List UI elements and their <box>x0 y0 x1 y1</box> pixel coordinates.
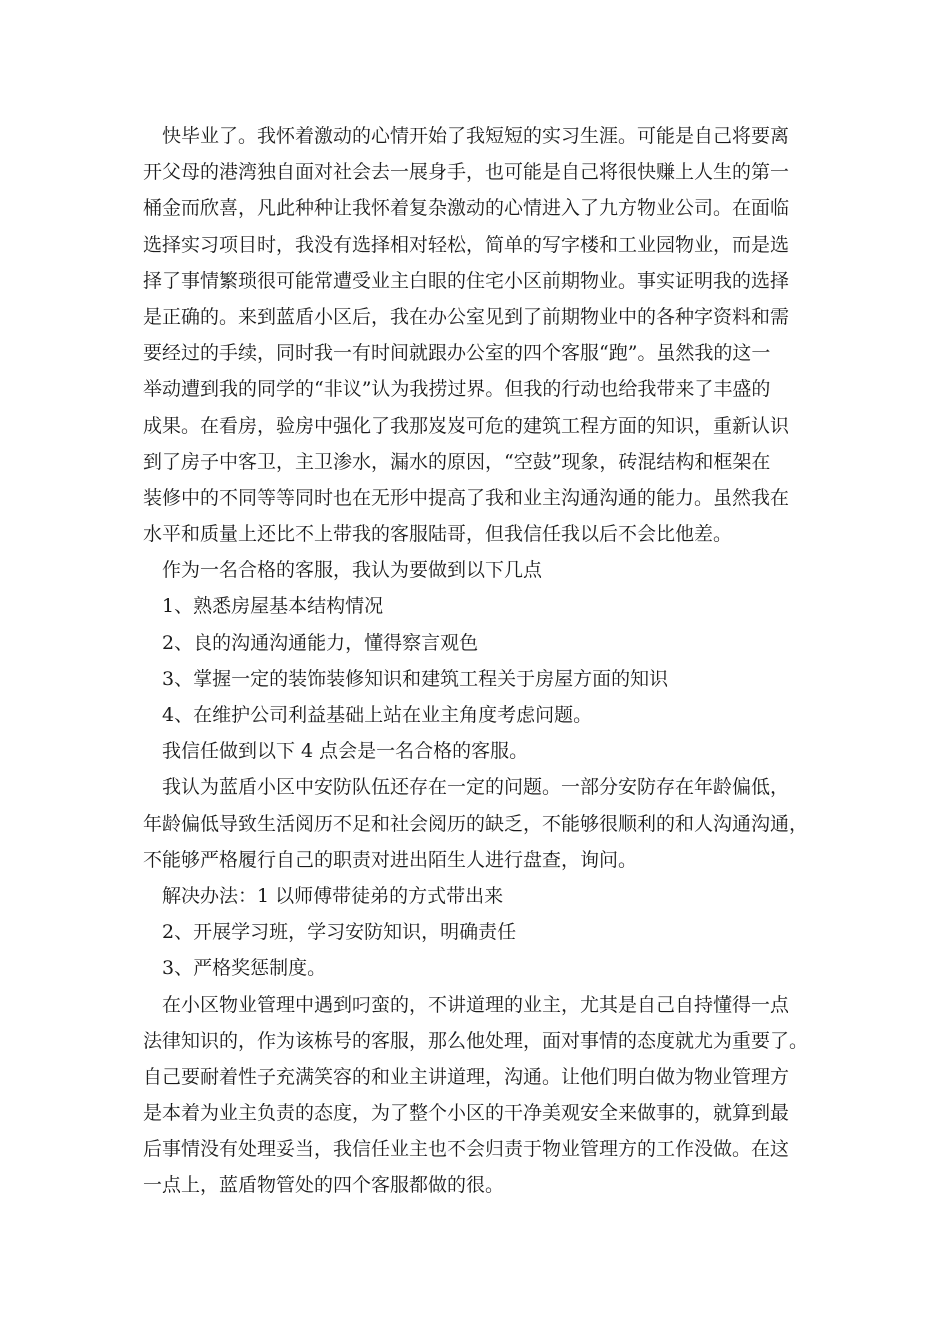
text-line: 法律知识的，作为该栋号的客服，那么他处理，面对事情的态度就尤为重要了。 <box>143 1029 809 1052</box>
text-line: 快毕业了。我怀着激动的心情开始了我短短的实习生涯。可能是自己将要离 <box>162 125 790 147</box>
text-line: 1、熟悉房屋基本结构情况 <box>162 595 384 618</box>
text-line: 开父母的港湾独自面对社会去一展身手，也可能是自己将很快赚上人生的第一 <box>143 161 790 184</box>
text-line: 2、良的沟通沟通能力，懂得察言观色 <box>162 631 479 654</box>
text-line: 择了事情繁琐很可能常遭受业主白眼的住宅小区前期物业。事实证明我的选择 <box>143 269 790 292</box>
text-line: 是本着为业主负责的态度，为了整个小区的干净美观安全来做事的，就算到最 <box>143 1102 790 1125</box>
text-line: 在小区物业管理中遇到叼蛮的，不讲道理的业主，尤其是自己自持懂得一点 <box>162 993 790 1016</box>
text-line: 3、掌握一定的装饰装修知识和建筑工程关于房屋方面的知识 <box>162 667 669 690</box>
text-line: 成果。在看房，验房中强化了我那岌岌可危的建筑工程方面的知识，重新认识 <box>143 414 790 437</box>
text-line: 桶金而欣喜，凡此种种让我怀着复杂激动的心情进入了九方物业公司。在面临 <box>143 197 790 220</box>
text-line: 自己要耐着性子充满笑容的和业主讲道理，沟通。让他们明白做为物业管理方 <box>143 1065 790 1088</box>
text-line: 选择实习项目时，我没有选择相对轻松，简单的写字楼和工业园物业，而是选 <box>143 233 790 256</box>
text-line: 到了房子中客卫，主卫渗水，漏水的原因，“空鼓”现象，砖混结构和框架在 <box>143 450 771 473</box>
text-line: 后事情没有处理妥当，我信任业主也不会归责于物业管理方的工作没做。在这 <box>143 1138 790 1161</box>
text-line: 装修中的不同等等同时也在无形中提高了我和业主沟通沟通的能力。虽然我在 <box>143 486 790 509</box>
text-line: 年龄偏低导致生活阅历不足和社会阅历的缺乏，不能够很顺利的和人沟通沟通， <box>143 812 809 835</box>
text-line: 是正确的。来到蓝盾小区后，我在办公室见到了前期物业中的各种字资料和需 <box>143 305 790 328</box>
text-line: 我认为蓝盾小区中安防队伍还存在一定的问题。一部分安防存在年龄偏低， <box>162 776 790 799</box>
text-line: 要经过的手续，同时我一有时间就跟办公室的四个客服“跑”。虽然我的这一 <box>143 342 771 365</box>
text-line: 3、严格奖惩制度。 <box>162 957 327 980</box>
document-body <box>143 118 813 1204</box>
text-line: 不能够严格履行自己的职责对进出陌生人进行盘查，询问。 <box>143 848 638 871</box>
text-line: 解决办法：1 以师傅带徒弟的方式带出来 <box>162 884 504 907</box>
text-line: 2、开展学习班，学习安防知识，明确责任 <box>162 921 517 944</box>
text-line: 水平和质量上还比不上带我的客服陆哥，但我信任我以后不会比他差。 <box>143 523 733 546</box>
text-line: 作为一名合格的客服，我认为要做到以下几点 <box>162 559 543 582</box>
text-line: 一点上，蓝盾物管处的四个客服都做的很。 <box>143 1174 505 1197</box>
text-line: 举动遭到我的同学的“非议”认为我捞过界。但我的行动也给我带来了丰盛的 <box>143 378 771 401</box>
text-line: 4、在维护公司利益基础上站在业主角度考虑问题。 <box>162 704 593 726</box>
text-line: 我信任做到以下 4 点会是一名合格的客服。 <box>162 740 529 763</box>
